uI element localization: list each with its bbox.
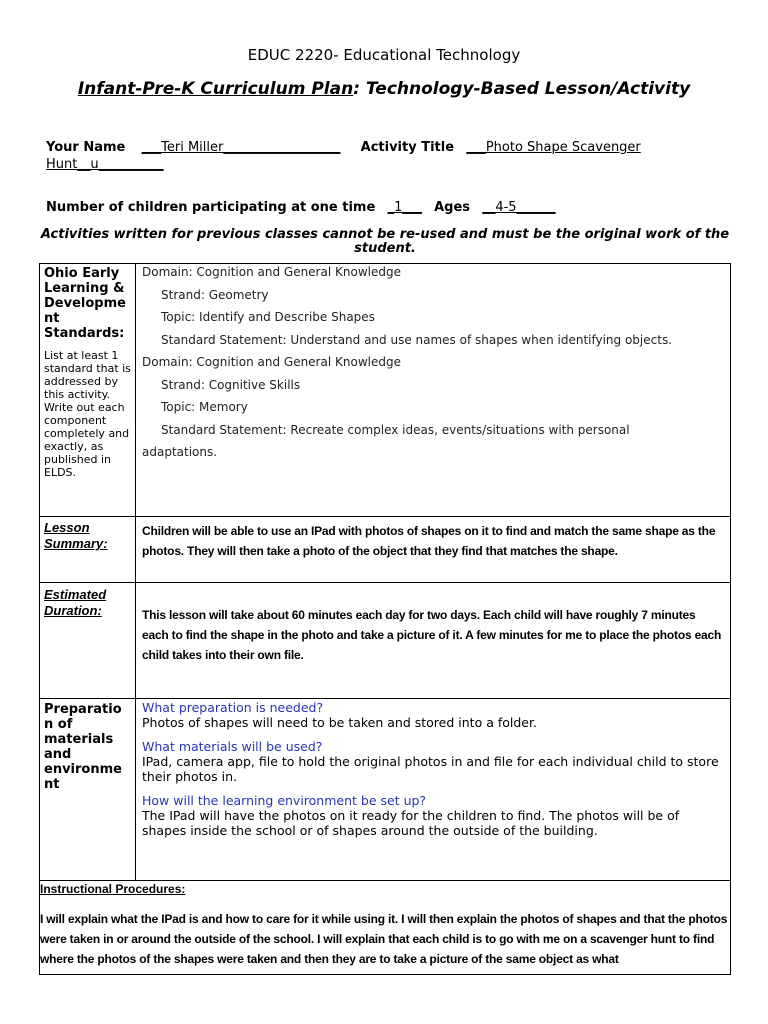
environment-answer: The IPad will have the photos on it ready for the children to find. The photos will be of shapes inside the school or of shapes around the outside of the building. [142,808,680,838]
standards-row [40,264,731,517]
preparation-content-cell [136,699,731,881]
duration-content-cell [136,583,731,699]
materials-question: What materials will be used? [142,739,323,754]
duration-row [40,583,731,699]
materials-answer: IPad, camera app, file to hold the original photos in and file for each individual child to store their photos in. [142,754,719,784]
duration-label: Estimated Duration: [44,587,107,618]
curriculum-plan-table [39,263,731,975]
activity-value-continued: Hunt__u__________ [46,157,164,172]
children-label: Number of children participating at one time [46,200,376,215]
activity-label: Activity Title [360,140,455,155]
info-activity-continued [46,157,164,172]
standard-line: Strand: Cognitive Skills [161,377,301,392]
preparation-row [40,699,731,881]
duration-text: This lesson will take about 60 minutes each day for two days. Each child will have roughly 7 minutes each to find the shape in the photo and take a picture of it. A few minutes for me to place the photos each child takes into their own file. [142,608,722,662]
originality-notice: Activities written for previous classes cannot be re-used and must be the original work of the student. [40,227,730,256]
summary-label: Lesson Summary: [44,520,108,551]
standard-line: Domain: Cognition and General Knowledge [142,355,401,369]
standard-line: Domain: Cognition and General Knowledge [142,265,401,279]
instructional-cell [40,881,731,975]
summary-text: Children will be able to use an IPad with photos of shapes on it to find and match the same shape as the photos. They will then take a photo of the object that they find that matches the shape. [142,524,716,558]
course-title: EDUC 2220- Educational Technology [247,46,521,64]
children-value: _1___ [387,200,422,215]
plan-title [0,79,768,99]
standard-line: Standard Statement: Recreate complex ideas, events/situations with personal [161,422,630,437]
standards-label-cell [40,264,136,517]
standards-content-cell [136,264,731,517]
info-children-line [46,200,556,215]
activity-value: ___Photo Shape Scavenger [466,140,641,155]
environment-question: How will the learning environment be set up? [142,793,427,808]
instructional-row [40,881,731,975]
duration-label-cell [40,583,136,699]
name-label: Your Name [46,140,126,155]
preparation-label: Preparatio n of materials and environme nt [44,702,122,792]
ages-value: __4-5______ [482,200,556,215]
preparation-label-cell [40,699,136,881]
name-value: ___Teri Miller__________________ [141,140,341,155]
plan-title-sub: : Technology-Based Lesson/Activity [353,79,691,99]
standard-line: Topic: Memory [161,400,248,414]
ages-label: Ages [434,200,471,215]
standards-hint: List at least 1 standard that is addressed by this activity. Write out each component completely and exactly, as published in ELDS. [44,349,131,479]
standard-line: Strand: Geometry [161,287,269,302]
standard-line: Topic: Identify and Describe Shapes [161,310,375,324]
plan-title-main: Infant-Pre-K Curriculum Plan [77,79,354,99]
summary-content-cell [136,517,731,583]
instructional-text: I will explain what the IPad is and how to care for it while using it. I will then explain the photos of shapes and that the photos were taken in or around the outside of the school. I will explain that each child is to go with me on a scavenger hunt to find where the photos of the shapes were taken and then they are to take a picture of the same object as what [40,912,728,966]
preparation-question: What preparation is needed? [142,700,324,715]
summary-row [40,517,731,583]
standard-line: Standard Statement: Understand and use names of shapes when identifying objects. [161,332,673,347]
info-name-activity-line [46,140,641,155]
standards-list [136,261,730,464]
standards-label: Ohio Early Learning & Developme nt Standards: [44,266,126,341]
summary-label-cell [40,517,136,583]
standard-line: adaptations. [142,445,218,459]
instructional-label: Instructional Procedures: [40,882,186,896]
preparation-answer: Photos of shapes will need to be taken and stored into a folder. [142,715,537,730]
